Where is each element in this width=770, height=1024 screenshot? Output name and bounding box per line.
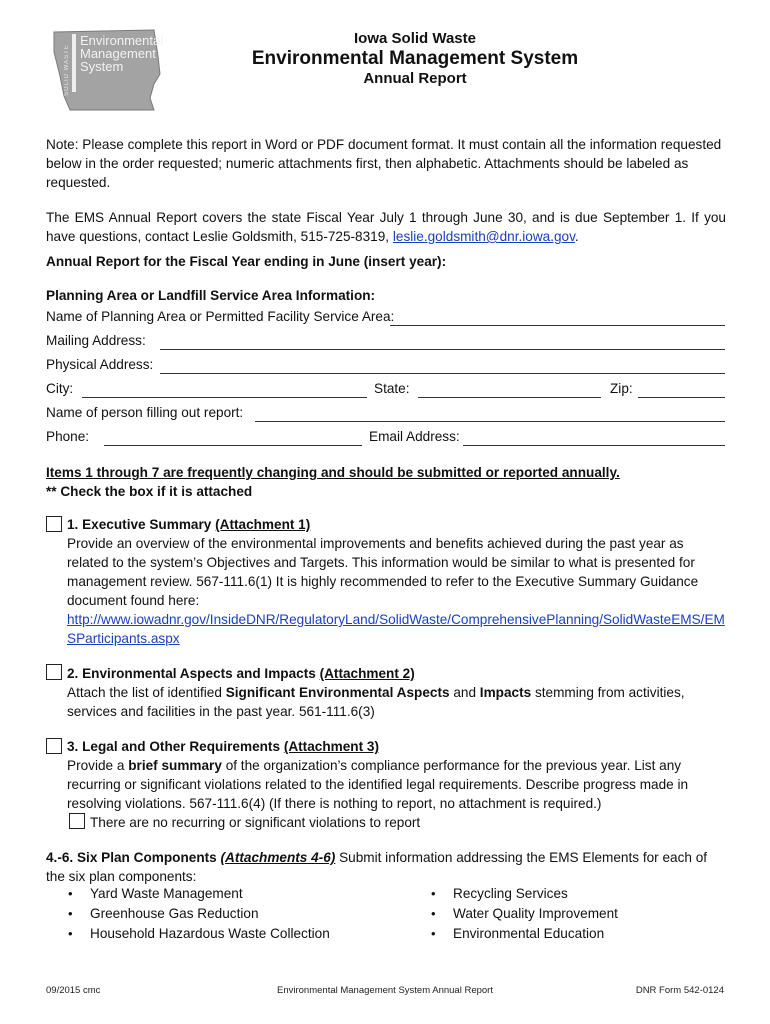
executive-summary-checkbox[interactable]: [46, 516, 62, 532]
logo-line-2: Management: [80, 46, 156, 61]
items-heading: Items 1 through 7 are frequently changing and should be submitted or reported annually.: [46, 465, 620, 480]
item3-description: [67, 756, 727, 813]
footer-form-number: DNR Form 542-0124: [635, 985, 724, 996]
plan-component-item: • Household Hazardous Waste Collection: [90, 926, 330, 941]
cover-text: The EMS Annual Report covers the state Fiscal Year July 1 through June 30, and is due September 1. If you have questions, contact Leslie Goldsmith, 515-725-8319,: [46, 210, 726, 244]
plan-component-item: • Environmental Education: [453, 926, 604, 941]
mailing-address-field[interactable]: [160, 349, 725, 350]
item3-attachment: (Attachment 3): [283, 739, 379, 754]
plan-component-item: • Greenhouse Gas Reduction: [90, 906, 259, 921]
phone-label: Phone:: [46, 429, 90, 444]
item1-title: 1. Executive Summary: [67, 517, 212, 532]
check-box-note: ** Check the box if it is attached: [46, 484, 253, 499]
person-name-field[interactable]: [255, 421, 725, 422]
item2-heading: [67, 664, 415, 683]
planning-area-name-label: Name of Planning Area or Permitted Facility Service Area:: [46, 309, 395, 324]
item1-heading: [67, 515, 310, 534]
plan-component-item: • Recycling Services: [453, 886, 568, 901]
contact-email-link[interactable]: leslie.goldsmith@dnr.iowa.gov: [392, 229, 575, 244]
city-field[interactable]: [82, 397, 367, 398]
planning-heading: Planning Area or Landfill Service Area Information:: [46, 288, 376, 303]
logo-line-1: Environmental: [80, 33, 164, 48]
item3-bold-1: brief summary: [128, 758, 222, 773]
fiscal-year-label: Annual Report for the Fiscal Year ending in June (insert year):: [46, 254, 447, 269]
phone-field[interactable]: [104, 445, 362, 446]
mailing-address-label: Mailing Address:: [46, 333, 146, 348]
cover-end: .: [574, 229, 579, 244]
item2-attachment: (Attachment 2): [319, 666, 415, 681]
no-violations-checkbox[interactable]: [69, 813, 85, 829]
physical-address-label: Physical Address:: [46, 357, 154, 372]
plan-component-item: • Yard Waste Management: [90, 886, 243, 901]
page-subtitle: Annual Report: [363, 70, 467, 87]
item2-text-3: stemming from activities, services and facilities in the past year. 561-111.6(3): [67, 685, 685, 719]
item46-paragraph: [46, 848, 726, 886]
city-label: City:: [46, 381, 74, 396]
aspects-impacts-checkbox[interactable]: [46, 664, 62, 680]
item46-attachment: (Attachments 4-6): [220, 850, 336, 865]
physical-address-field[interactable]: [160, 373, 725, 374]
no-violations-label: There are no recurring or significant violations to report: [90, 815, 421, 830]
header-agency: Iowa Solid Waste: [354, 30, 476, 47]
person-name-label: Name of person filling out report:: [46, 405, 244, 420]
state-label: State:: [374, 381, 410, 396]
cover-paragraph: [46, 208, 726, 246]
item2-text-2: and: [453, 685, 477, 700]
item1-description: Provide an overview of the environmental improvements and benefits achieved during the past year as related to the system’s Objectives and Targets. This information would be similar to what is presented for management review. 567-111.6(1) It is highly recommended to refer to the Executive Summary Guidance document found here:: [67, 536, 699, 608]
planning-area-name-field[interactable]: [390, 325, 725, 326]
item3-text-1: Provide a: [67, 758, 125, 773]
logo: [50, 26, 162, 112]
item2-bold-1: Significant Environmental Aspects: [225, 685, 450, 700]
logo-line-3: System: [80, 59, 124, 74]
item2-bold-2: Impacts: [479, 685, 532, 700]
legal-requirements-checkbox[interactable]: [46, 738, 62, 754]
instructions-note: Note: Please complete this report in Word or PDF document format. It must contain all the information requested below in the order requested; numeric attachments first, then alphabetic. Attachments should be labeled as requested.: [46, 137, 722, 190]
item3-heading: [67, 737, 379, 756]
zip-field[interactable]: [638, 397, 725, 398]
footer-date: 09/2015 cmc: [46, 985, 101, 996]
plan-component-item: • Water Quality Improvement: [453, 906, 618, 921]
item2-text-1: Attach the list of identified: [67, 685, 222, 700]
executive-summary-guidance-link[interactable]: http://www.iowadnr.gov/InsideDNR/RegulatoryLand/SolidWaste/ComprehensivePlanning/SolidWasteEMS/EMSParticipants.aspx: [67, 612, 725, 646]
state-field[interactable]: [418, 397, 601, 398]
email-address-field[interactable]: [463, 445, 725, 446]
item2-description: [67, 683, 727, 721]
page-title: Environmental Management System: [251, 48, 579, 69]
zip-label: Zip:: [610, 381, 633, 396]
item3-text-2: of the organization’s compliance performance for the previous year. List any recurring or significant violations related to the identified legal requirements. Describe progress made in resolving violations. 567-111.6(4) (If there is nothing to report, no attachment is required.): [67, 758, 689, 811]
item1-attachment: (Attachment 1): [215, 517, 311, 532]
logo-side-text: SOLID WASTE: [64, 44, 70, 96]
item3-title: 3. Legal and Other Requirements: [67, 739, 281, 754]
item2-title: 2. Environmental Aspects and Impacts: [67, 666, 316, 681]
footer-title: Environmental Management System Annual Report: [277, 985, 493, 996]
email-address-label: Email Address:: [369, 429, 460, 444]
item46-title: 4.-6. Six Plan Components: [46, 850, 217, 865]
item46-text: Submit information addressing the EMS Elements for each of the six plan components:: [46, 850, 708, 884]
